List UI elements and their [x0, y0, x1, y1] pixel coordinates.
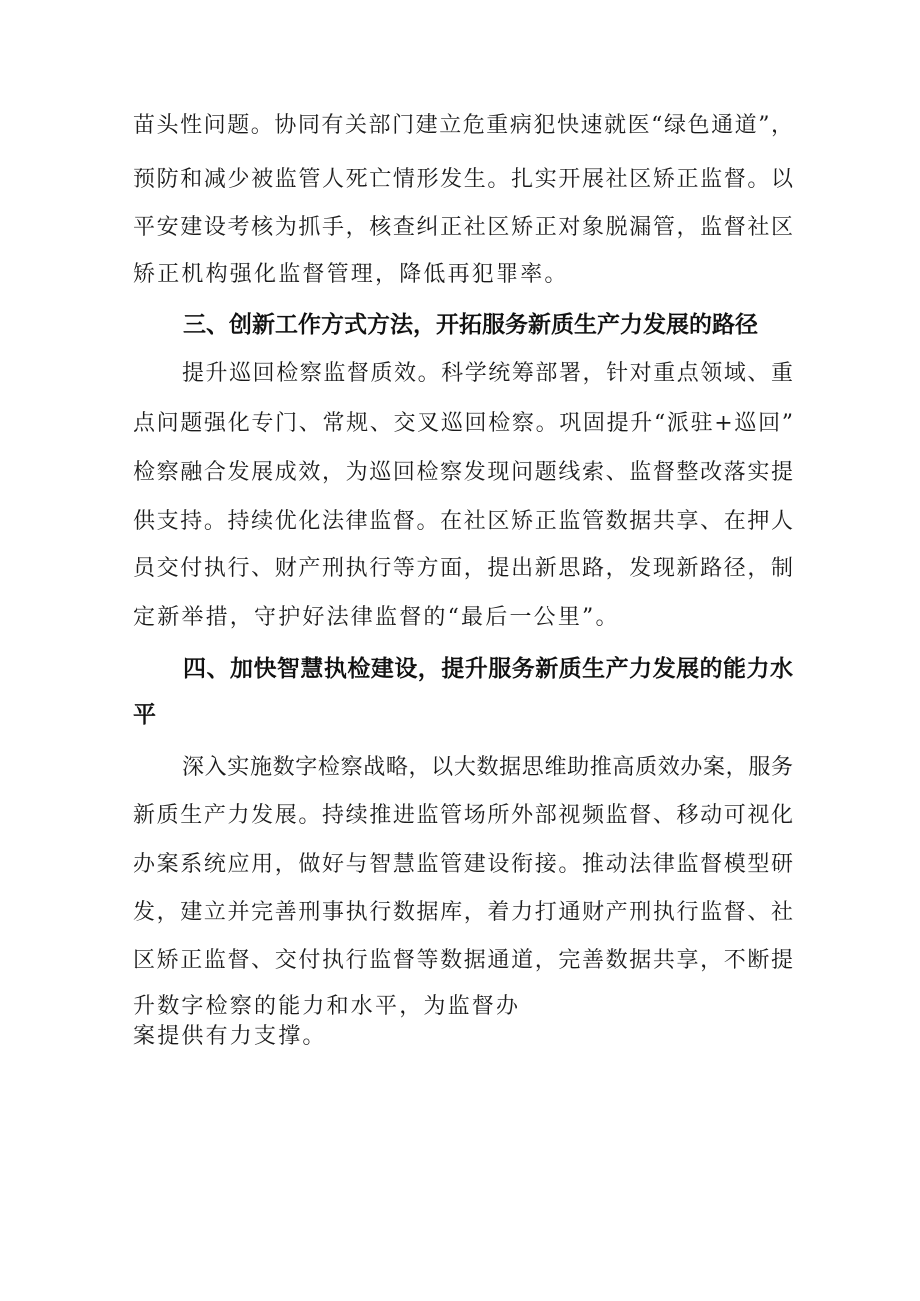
section-heading-continuation: 平: [133, 702, 156, 728]
paragraph-line: 新质生产力发展。持续推进监管场所外部视频监督、移动可视化: [133, 803, 793, 828]
paragraph-line: 矫正机构强化监督管理，降低再犯罪率。: [133, 262, 569, 287]
paragraph-line: 供支持。持续优化法律监督。在社区矫正监管数据共享、在押人: [133, 509, 793, 534]
paragraph-line: 升数字检察的能力和水平，为监督办: [133, 994, 521, 1019]
paragraph-line: 员交付执行、财产刑执行等方面，提出新思路，发现新路径，制: [133, 556, 793, 581]
section-heading: 三、创新工作方式方法，开拓服务新质生产力发展的路径: [183, 312, 758, 338]
paragraph-line: 检察融合发展成效，为巡回检察发现问题线索、监督整改落实提: [133, 460, 793, 485]
paragraph-line: 办案系统应用，做好与智慧监管建设衔接。推动法律监督模型研: [133, 852, 793, 877]
paragraph-line: 苗头性问题。协同有关部门建立危重病犯快速就医“绿色通道”，: [133, 113, 793, 138]
paragraph-line: 发，建立并完善刑事执行数据库，着力打通财产刑执行监督、社: [133, 900, 793, 925]
paragraph-line: 点问题强化专门、常规、交叉巡回检察。巩固提升“派驻+巡回”: [133, 411, 793, 436]
paragraph-line: 案提供有力支撑。: [133, 1024, 327, 1049]
paragraph-line: 定新举措，守护好法律监督的“最后一公里”。: [133, 605, 620, 630]
section-heading: 四、加快智慧执检建设，提升服务新质生产力发展的能力水: [183, 656, 793, 682]
paragraph-line: 平安建设考核为抓手，核查纠正社区矫正对象脱漏管，监督社区: [133, 215, 793, 240]
paragraph-line: 提升巡回检察监督质效。科学统筹部署，针对重点领域、重: [182, 361, 793, 386]
paragraph-line: 区矫正监督、交付执行监督等数据通道，完善数据共享，不断提: [133, 948, 793, 973]
paragraph-line: 预防和减少被监管人死亡情形发生。扎实开展社区矫正监督。以: [133, 167, 793, 192]
paragraph-line: 深入实施数字检察战略，以大数据思维助推高质效办案，服务: [182, 755, 793, 780]
